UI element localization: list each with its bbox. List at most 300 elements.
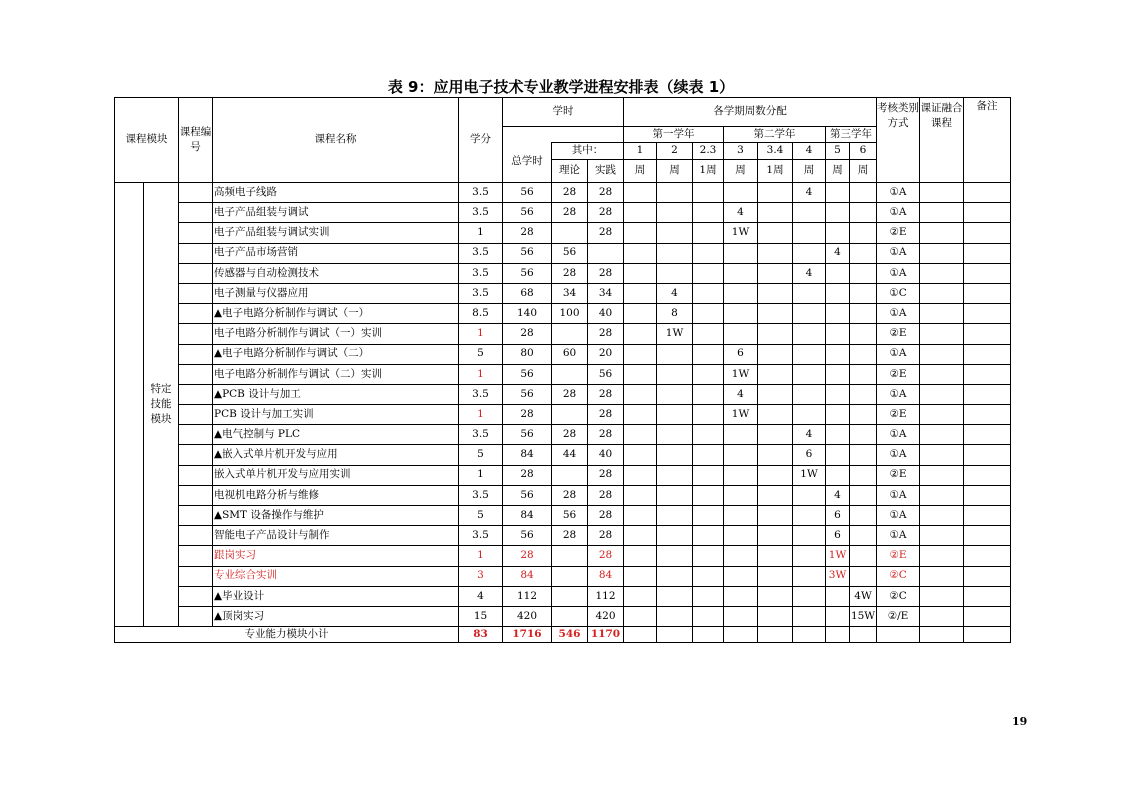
course-code: [179, 283, 213, 303]
semester-cell: [693, 263, 724, 283]
semester-cell: 3W: [826, 566, 850, 586]
course-theory-hours: 28: [552, 183, 588, 203]
semester-cell: [693, 405, 724, 425]
semester-cell: [758, 283, 793, 303]
course-total-hours: 140: [503, 304, 552, 324]
table-row: [115, 606, 1011, 626]
course-credits: 3.5: [459, 183, 503, 203]
semester-cell: [693, 324, 724, 344]
course-credits: 1: [459, 405, 503, 425]
course-code: [179, 344, 213, 364]
header-theory: 理论: [552, 160, 588, 183]
course-practice-hours: 112: [588, 586, 624, 606]
assessment-cell: ①A: [877, 445, 920, 465]
semester-cell: 6: [793, 445, 826, 465]
semester-cell: [657, 606, 693, 626]
course-code: [179, 304, 213, 324]
semester-cell: [793, 324, 826, 344]
course-total-hours: 420: [503, 606, 552, 626]
semester-cell: [793, 283, 826, 303]
semester-cell: [793, 405, 826, 425]
subtotal-credits: 83: [459, 627, 503, 643]
semester-unit: 周: [657, 160, 693, 183]
certificate-cell: [920, 384, 964, 404]
course-practice-hours: 28: [588, 526, 624, 546]
semester-cell: [850, 405, 877, 425]
course-total-hours: 56: [503, 384, 552, 404]
course-credits: 1: [459, 465, 503, 485]
subtotal-theory: 546: [552, 627, 588, 643]
semester-cell: [657, 203, 693, 223]
course-code: [179, 384, 213, 404]
certificate-cell: [920, 263, 964, 283]
course-theory-hours: 28: [552, 425, 588, 445]
assessment-cell: ①A: [877, 526, 920, 546]
remarks-cell: [964, 526, 1011, 546]
course-theory-hours: 56: [552, 243, 588, 263]
course-code: [179, 586, 213, 606]
semester-cell: [624, 566, 657, 586]
course-name: ▲电子电路分析制作与调试（一）: [213, 304, 459, 324]
course-credits: 5: [459, 445, 503, 465]
semester-cell: 4: [826, 243, 850, 263]
semester-cell: [657, 485, 693, 505]
course-practice-hours: 28: [588, 384, 624, 404]
semester-cell: [624, 283, 657, 303]
semester-cell: [758, 586, 793, 606]
semester-unit: 周: [724, 160, 758, 183]
course-credits: 3.5: [459, 485, 503, 505]
certificate-cell: [920, 526, 964, 546]
semester-cell: [758, 304, 793, 324]
semester-header: 2: [657, 143, 693, 160]
remarks-cell: [964, 405, 1011, 425]
remarks-cell: [964, 203, 1011, 223]
semester-cell: [657, 506, 693, 526]
semester-cell: [793, 606, 826, 626]
semester-cell: [793, 364, 826, 384]
remarks-cell: [964, 546, 1011, 566]
course-name: PCB 设计与加工实训: [213, 405, 459, 425]
remarks-cell: [964, 324, 1011, 344]
semester-cell: [793, 526, 826, 546]
semester-cell: [758, 364, 793, 384]
course-theory-hours: 28: [552, 203, 588, 223]
course-code: [179, 606, 213, 626]
course-code: [179, 465, 213, 485]
semester-cell: [693, 526, 724, 546]
semester-cell: [850, 465, 877, 485]
semester-cell: [793, 506, 826, 526]
certificate-cell: [920, 203, 964, 223]
assessment-cell: ①A: [877, 183, 920, 203]
course-code: [179, 324, 213, 344]
certificate-cell: [920, 405, 964, 425]
subtotal-empty-cell: [624, 627, 657, 643]
certificate-cell: [920, 586, 964, 606]
course-credits: 3.5: [459, 263, 503, 283]
semester-cell: [693, 183, 724, 203]
course-credits: 8.5: [459, 304, 503, 324]
certificate-cell: [920, 324, 964, 344]
semester-cell: 4W: [850, 586, 877, 606]
course-credits: 5: [459, 506, 503, 526]
semester-cell: [826, 344, 850, 364]
semester-cell: [624, 506, 657, 526]
assessment-cell: ①A: [877, 425, 920, 445]
course-theory-hours: 44: [552, 445, 588, 465]
course-credits: 3.5: [459, 425, 503, 445]
table-row: [115, 384, 1011, 404]
certificate-cell: [920, 344, 964, 364]
semester-cell: [657, 364, 693, 384]
course-name: 传感器与自动检测技术: [213, 263, 459, 283]
semester-cell: [724, 566, 758, 586]
semester-cell: [624, 405, 657, 425]
assessment-cell: ①A: [877, 304, 920, 324]
course-practice-hours: 40: [588, 445, 624, 465]
course-credits: 1: [459, 546, 503, 566]
semester-cell: [758, 263, 793, 283]
assessment-cell: ②E: [877, 546, 920, 566]
semester-cell: [624, 263, 657, 283]
course-practice-hours: 28: [588, 485, 624, 505]
semester-header: 3.4: [758, 143, 793, 160]
course-total-hours: 28: [503, 223, 552, 243]
table-row: [115, 546, 1011, 566]
semester-cell: [624, 384, 657, 404]
semester-cell: [693, 203, 724, 223]
semester-cell: [758, 405, 793, 425]
course-name: ▲SMT 设备操作与维护: [213, 506, 459, 526]
subtotal-empty-cell: [920, 627, 964, 643]
course-practice-hours: 34: [588, 283, 624, 303]
course-practice-hours: 28: [588, 425, 624, 445]
remarks-cell: [964, 445, 1011, 465]
course-practice-hours: 28: [588, 324, 624, 344]
semester-header: 6: [850, 143, 877, 160]
semester-cell: [850, 223, 877, 243]
semester-cell: [758, 223, 793, 243]
course-name: ▲电气控制与 PLC: [213, 425, 459, 445]
course-credits: 1: [459, 364, 503, 384]
course-code: [179, 263, 213, 283]
course-name: 电子产品组装与调试: [213, 203, 459, 223]
semester-cell: [693, 465, 724, 485]
semester-cell: [624, 546, 657, 566]
semester-cell: [624, 586, 657, 606]
semester-cell: [624, 425, 657, 445]
subtotal-empty-cell: [850, 627, 877, 643]
course-theory-hours: [552, 364, 588, 384]
semester-cell: [758, 465, 793, 485]
course-total-hours: 28: [503, 405, 552, 425]
semester-cell: [850, 546, 877, 566]
semester-cell: [850, 506, 877, 526]
subtotal-row: [115, 627, 1011, 643]
header-hours-spacer: [503, 127, 624, 143]
semester-cell: [758, 243, 793, 263]
course-total-hours: 84: [503, 445, 552, 465]
course-theory-hours: [552, 566, 588, 586]
semester-cell: 4: [793, 183, 826, 203]
table-row: [115, 425, 1011, 445]
header-name: 课程名称: [213, 98, 459, 183]
course-code: [179, 203, 213, 223]
course-code: [179, 425, 213, 445]
remarks-cell: [964, 263, 1011, 283]
assessment-cell: ①A: [877, 485, 920, 505]
course-theory-hours: 60: [552, 344, 588, 364]
header-module: 课程模块: [115, 98, 179, 183]
course-theory-hours: 28: [552, 384, 588, 404]
remarks-cell: [964, 384, 1011, 404]
remarks-cell: [964, 223, 1011, 243]
semester-cell: [826, 304, 850, 324]
course-total-hours: 84: [503, 506, 552, 526]
subtotal-empty-cell: [877, 627, 920, 643]
subtotal-practice: 1170: [588, 627, 624, 643]
course-practice-hours: 20: [588, 344, 624, 364]
semester-cell: [850, 203, 877, 223]
remarks-cell: [964, 465, 1011, 485]
table-row: [115, 526, 1011, 546]
semester-cell: [826, 183, 850, 203]
semester-cell: [657, 384, 693, 404]
table-row: [115, 405, 1011, 425]
course-credits: 3.5: [459, 203, 503, 223]
course-credits: 3.5: [459, 384, 503, 404]
semester-cell: 6: [724, 344, 758, 364]
semester-cell: [693, 223, 724, 243]
semester-cell: 6: [826, 526, 850, 546]
semester-cell: [826, 223, 850, 243]
semester-cell: [624, 203, 657, 223]
assessment-cell: ②C: [877, 566, 920, 586]
semester-cell: [624, 344, 657, 364]
certificate-cell: [920, 546, 964, 566]
course-practice-hours: 40: [588, 304, 624, 324]
remarks-cell: [964, 183, 1011, 203]
subtotal-empty-cell: [724, 627, 758, 643]
semester-unit: 1周: [758, 160, 793, 183]
header-code: 课程编号: [179, 98, 213, 183]
remarks-cell: [964, 606, 1011, 626]
table-row: [115, 364, 1011, 384]
semester-cell: [758, 425, 793, 445]
course-theory-hours: 100: [552, 304, 588, 324]
remarks-cell: [964, 566, 1011, 586]
semester-cell: [693, 566, 724, 586]
semester-cell: [724, 425, 758, 445]
header-year1: 第一学年: [624, 127, 724, 143]
table-title: 表 9：应用电子技术专业教学进程安排表（续表 1）: [387, 78, 735, 96]
semester-cell: [657, 183, 693, 203]
semester-cell: [758, 526, 793, 546]
semester-cell: 8: [657, 304, 693, 324]
semester-cell: [724, 445, 758, 465]
semester-cell: [793, 344, 826, 364]
semester-cell: [624, 364, 657, 384]
semester-cell: [624, 243, 657, 263]
semester-cell: [826, 203, 850, 223]
semester-cell: [624, 445, 657, 465]
remarks-cell: [964, 425, 1011, 445]
course-code: [179, 526, 213, 546]
assessment-cell: ②E: [877, 364, 920, 384]
semester-cell: [758, 606, 793, 626]
semester-cell: [826, 263, 850, 283]
semester-cell: [758, 384, 793, 404]
semester-cell: [826, 586, 850, 606]
semester-cell: 1W: [724, 223, 758, 243]
course-code: [179, 485, 213, 505]
assessment-cell: ②E: [877, 465, 920, 485]
semester-cell: [758, 203, 793, 223]
semester-cell: [624, 304, 657, 324]
course-credits: 1: [459, 324, 503, 344]
semester-cell: [624, 324, 657, 344]
course-total-hours: 28: [503, 324, 552, 344]
table-row: [115, 263, 1011, 283]
remarks-cell: [964, 586, 1011, 606]
course-practice-hours: [588, 243, 624, 263]
semester-cell: [693, 485, 724, 505]
assessment-cell: ①A: [877, 263, 920, 283]
course-practice-hours: 28: [588, 506, 624, 526]
semester-cell: [724, 546, 758, 566]
semester-cell: 4: [826, 485, 850, 505]
semester-cell: [850, 344, 877, 364]
semester-header: 4: [793, 143, 826, 160]
course-total-hours: 56: [503, 485, 552, 505]
semester-cell: [624, 485, 657, 505]
semester-cell: [657, 243, 693, 263]
semester-cell: [693, 425, 724, 445]
header-year3: 第三学年: [826, 127, 877, 143]
semester-unit: 周: [826, 160, 850, 183]
course-name: 智能电子产品设计与制作: [213, 526, 459, 546]
semester-cell: [758, 183, 793, 203]
assessment-cell: ①A: [877, 344, 920, 364]
course-practice-hours: 28: [588, 465, 624, 485]
semester-cell: [793, 203, 826, 223]
assessment-cell: ①A: [877, 506, 920, 526]
semester-cell: [693, 304, 724, 324]
course-name: 嵌入式单片机开发与应用实训: [213, 465, 459, 485]
semester-cell: [657, 526, 693, 546]
course-name: 电子电路分析制作与调试（一）实训: [213, 324, 459, 344]
table-row: [115, 243, 1011, 263]
certificate-cell: [920, 506, 964, 526]
subtotal-empty-cell: [758, 627, 793, 643]
semester-cell: 1W: [724, 405, 758, 425]
certificate-cell: [920, 183, 964, 203]
remarks-cell: [964, 485, 1011, 505]
semester-unit: 周: [793, 160, 826, 183]
semester-cell: [826, 465, 850, 485]
table-row: [115, 203, 1011, 223]
semester-cell: [850, 425, 877, 445]
semester-cell: [693, 364, 724, 384]
course-practice-hours: 56: [588, 364, 624, 384]
semester-cell: [850, 445, 877, 465]
remarks-cell: [964, 506, 1011, 526]
course-credits: 5: [459, 344, 503, 364]
semester-unit: 周: [850, 160, 877, 183]
semester-cell: [793, 586, 826, 606]
certificate-cell: [920, 465, 964, 485]
course-code: [179, 506, 213, 526]
semester-cell: [624, 223, 657, 243]
remarks-cell: [964, 243, 1011, 263]
semester-cell: [724, 304, 758, 324]
semester-unit: 1周: [693, 160, 724, 183]
header-practice: 实践: [588, 160, 624, 183]
semester-cell: 4: [793, 425, 826, 445]
semester-cell: [826, 324, 850, 344]
semester-cell: [693, 445, 724, 465]
semester-cell: [793, 304, 826, 324]
course-credits: 3.5: [459, 243, 503, 263]
semester-header: 2.3: [693, 143, 724, 160]
assessment-cell: ②E: [877, 223, 920, 243]
course-credits: 15: [459, 606, 503, 626]
course-name: ▲PCB 设计与加工: [213, 384, 459, 404]
semester-header: 3: [724, 143, 758, 160]
course-name: 跟岗实习: [213, 546, 459, 566]
semester-cell: [657, 465, 693, 485]
semester-cell: [826, 425, 850, 445]
subtotal-empty-cell: [826, 627, 850, 643]
module-outer-cell: [115, 183, 144, 627]
course-theory-hours: [552, 465, 588, 485]
semester-cell: 1W: [793, 465, 826, 485]
semester-cell: [758, 485, 793, 505]
header-certificate: 课证融合课程: [920, 98, 964, 183]
semester-cell: [693, 283, 724, 303]
semester-cell: [693, 606, 724, 626]
semester-cell: 1W: [826, 546, 850, 566]
remarks-cell: [964, 304, 1011, 324]
header-weekly: 各学期周数分配: [624, 98, 877, 127]
semester-cell: [850, 243, 877, 263]
course-theory-hours: [552, 586, 588, 606]
semester-cell: [793, 485, 826, 505]
semester-cell: [793, 566, 826, 586]
course-practice-hours: 28: [588, 203, 624, 223]
course-total-hours: 56: [503, 263, 552, 283]
subtotal-empty-cell: [793, 627, 826, 643]
course-total-hours: 56: [503, 526, 552, 546]
semester-cell: [850, 364, 877, 384]
semester-cell: [657, 344, 693, 364]
course-practice-hours: 28: [588, 263, 624, 283]
semester-cell: [693, 243, 724, 263]
semester-cell: [624, 526, 657, 546]
course-name: 专业综合实训: [213, 566, 459, 586]
semester-cell: [724, 586, 758, 606]
header-total-hours: 总学时: [503, 143, 552, 183]
semester-cell: [850, 566, 877, 586]
assessment-cell: ②/E: [877, 606, 920, 626]
table-row: [115, 485, 1011, 505]
semester-cell: [758, 566, 793, 586]
course-credits: 1: [459, 223, 503, 243]
semester-header: 1: [624, 143, 657, 160]
semester-cell: [624, 465, 657, 485]
course-total-hours: 28: [503, 546, 552, 566]
